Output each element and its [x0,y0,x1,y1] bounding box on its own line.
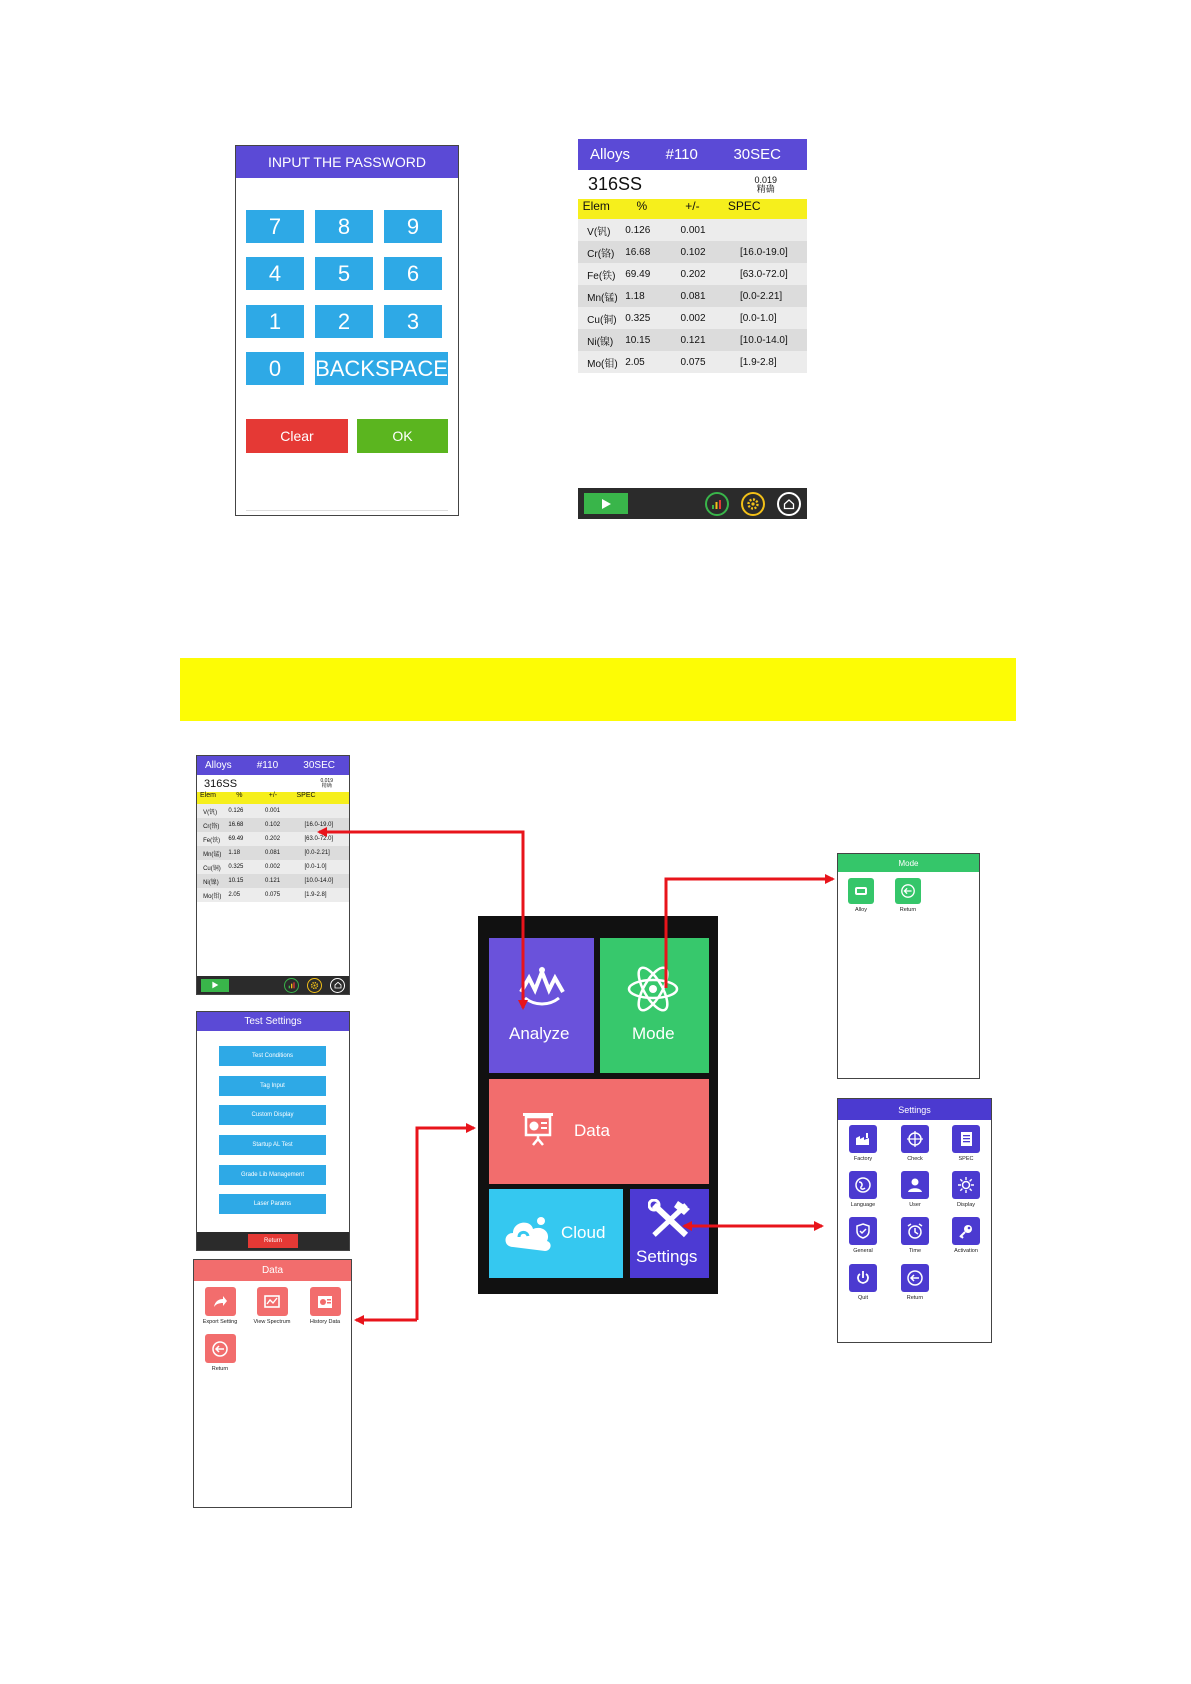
item-label: Display [956,1202,976,1208]
table-row [578,241,807,263]
column-header [578,199,807,219]
data-screen [193,1259,352,1508]
return-button[interactable]: Return [248,1234,298,1248]
spec: [0.0-1.0] [739,312,777,324]
error: 0.202 [265,836,281,842]
alloy-button[interactable] [846,878,876,913]
item-label: Return [899,907,917,913]
user-button[interactable] [899,1171,931,1208]
export-arrow-icon [205,1287,236,1316]
uncertainty [754,176,777,194]
time-button[interactable] [899,1217,931,1254]
settings-button[interactable] [741,492,765,516]
result-screen-thumbnail [196,755,350,995]
elem: Ni(镍) [203,879,219,886]
key-9[interactable]: 9 [384,210,442,243]
table-row [578,307,807,329]
ok-button[interactable]: OK [357,419,448,453]
table-row [197,804,349,818]
laser-params-button[interactable]: Laser Params [219,1194,326,1214]
col-spec: SPEC [296,792,316,799]
globe-icon [849,1171,877,1199]
spec: [63.0-72.0] [304,836,334,842]
percent: 0.325 [228,864,244,870]
elem: Cu(铜) [587,314,617,326]
percent: 1.18 [625,290,645,302]
key-4[interactable]: 4 [246,257,304,290]
col-spec: SPEC [727,199,761,213]
gear-icon [746,497,760,511]
key-0[interactable]: 0 [246,352,304,385]
brightness-icon [952,1171,980,1199]
item-label: Time [908,1248,922,1254]
item-label: User [909,1202,921,1208]
home-icon [334,981,342,989]
percent: 10.15 [228,878,244,884]
chart-icon [711,498,723,510]
return-button[interactable] [893,878,923,913]
elem: Fe(铁) [203,837,221,844]
data-tile[interactable] [489,1079,709,1184]
table-row [578,285,807,307]
settings-screen [837,1098,992,1343]
play-button[interactable] [584,493,628,514]
percent: 0.325 [625,312,651,324]
table-row [578,351,807,373]
settings-tile[interactable] [630,1189,709,1278]
user-icon [901,1171,929,1199]
elem: Mo(钼) [203,893,222,900]
percent: 69.49 [625,268,651,280]
percent: 10.15 [625,334,651,346]
uncertainty-label: 精确 [321,782,332,789]
cloud-tile[interactable] [489,1189,623,1278]
grade-row [578,170,807,199]
elem: Cu(铜) [203,865,221,872]
elem: V(钒) [587,226,611,238]
item-label: SPEC [958,1156,974,1162]
table-row [197,888,349,902]
item-label: History Data [309,1319,341,1325]
spec: [0.0-2.21] [739,290,783,302]
error: 0.075 [265,892,281,898]
error: 0.121 [680,334,706,346]
startup-test-button[interactable]: Startup AL Test [219,1135,326,1155]
display-button[interactable] [950,1171,982,1208]
atom-icon [626,964,680,1014]
factory-button[interactable] [847,1125,879,1162]
test-settings-screen [196,1011,350,1251]
percent: 16.68 [228,822,244,828]
result-header [197,756,349,775]
col-percent: % [636,199,648,213]
elem: Fe(铁) [587,270,616,282]
table-row [578,219,807,241]
test-conditions-button[interactable]: Test Conditions [219,1046,326,1066]
spec-button[interactable] [950,1125,982,1162]
bottom-bar [578,488,807,519]
error: 0.081 [265,850,281,856]
error: 0.202 [680,268,706,280]
mode-label: Alloys [590,146,631,163]
result-screen [578,139,807,519]
password-screen [235,145,459,516]
key-icon [952,1217,980,1245]
col-percent: % [236,792,243,799]
key-7[interactable]: 7 [246,210,304,243]
error: 0.002 [680,312,706,324]
table-row [197,874,349,888]
view-spectrum-button[interactable] [252,1287,292,1325]
col-error: +/- [685,199,700,213]
element-table [197,804,349,902]
settings-screen-title: Settings [838,1099,991,1120]
percent: 2.05 [228,892,241,898]
grade-name: 316SS [588,174,643,194]
item-label: Export Setting [202,1319,238,1325]
spec: [16.0-19.0] [739,246,788,258]
spec: [0.0-2.21] [304,850,330,856]
elem: Mn(锰) [203,851,222,858]
home-button[interactable] [777,492,801,516]
settings-label: Settings [636,1247,698,1266]
home-button[interactable] [330,978,345,993]
mode-label: Mode [632,1024,675,1043]
custom-display-button[interactable]: Custom Display [219,1105,326,1125]
elem: Cr(铬) [203,823,220,830]
cloud-label: Cloud [561,1223,606,1242]
elem: V(钒) [203,809,218,816]
percent: 69.49 [228,836,244,842]
mode-screen-title: Mode [838,854,979,872]
item-label: General [853,1248,873,1254]
mode-label: Alloys [205,760,232,771]
error: 0.075 [680,356,706,368]
mode-tile[interactable] [600,938,709,1073]
uncertainty [320,779,333,789]
error: 0.121 [265,878,281,884]
table-row [197,818,349,832]
clear-button[interactable]: Clear [246,419,348,453]
shield-icon [849,1217,877,1245]
grade-row [197,775,349,792]
main-menu [478,916,718,1294]
analyze-label: Analyze [509,1024,570,1043]
error: 0.001 [265,808,281,814]
spectrum-icon [257,1287,288,1316]
percent: 0.126 [228,808,244,814]
key-6[interactable]: 6 [384,257,442,290]
item-label: Activation [954,1248,978,1254]
return-icon [895,878,921,904]
settings-button[interactable] [307,978,322,993]
spec: [16.0-19.0] [304,822,334,828]
chart-button[interactable] [284,978,299,993]
elem: Ni(镍) [587,336,614,348]
return-button[interactable] [200,1334,240,1372]
key-5[interactable]: 5 [315,257,373,290]
item-label: Language [850,1202,876,1208]
mode-screen [837,853,980,1079]
item-label: Return [906,1295,924,1301]
elem: Mn(锰) [587,292,618,304]
item-label: Quit [857,1295,869,1301]
home-icon [783,498,795,510]
table-row [197,832,349,846]
crosshair-icon [901,1125,929,1153]
tag-input-button[interactable]: Tag Input [219,1076,326,1096]
divider [246,510,448,511]
password-title: INPUT THE PASSWORD [236,146,458,178]
chart-button[interactable] [705,492,729,516]
general-button[interactable] [847,1217,879,1254]
play-icon [600,498,612,510]
uncertainty-value: 0.019 [320,777,333,784]
check-button[interactable] [899,1125,931,1162]
col-elem: Elem [582,199,610,213]
return-icon [901,1264,929,1292]
alloy-icon [848,878,874,904]
column-header [197,792,349,804]
data-label: Data [574,1121,610,1140]
analyze-icon [515,962,569,1014]
spec: [0.0-1.0] [304,864,327,870]
test-settings-title: Test Settings [197,1012,349,1031]
col-elem: Elem [200,792,216,799]
error: 0.002 [265,864,281,870]
table-row [197,846,349,860]
activation-button[interactable] [950,1217,982,1254]
cloud-icon [501,1211,557,1255]
data-screen-title: Data [194,1260,351,1281]
test-number: #110 [256,760,279,771]
key-1[interactable]: 1 [246,305,304,338]
return-icon [205,1334,236,1363]
language-button[interactable] [847,1171,879,1208]
spec: [63.0-72.0] [739,268,788,280]
analyze-tile[interactable] [489,938,594,1073]
backspace-key[interactable]: BACKSPACE [315,352,448,385]
chart-icon [288,981,296,989]
uncertainty-label: 精确 [756,183,775,194]
item-label: Return [211,1366,229,1372]
table-row [578,329,807,351]
power-icon [849,1264,877,1292]
play-button[interactable] [201,979,229,992]
error: 0.081 [680,290,706,302]
key-2[interactable]: 2 [315,305,373,338]
spec: [1.9-2.8] [304,892,327,898]
gear-icon [310,981,319,990]
document-icon [952,1125,980,1153]
export-setting-button[interactable] [200,1287,240,1325]
item-label: View Spectrum [253,1319,291,1325]
spec: [1.9-2.8] [739,356,777,368]
test-time: 30SEC [303,760,335,771]
item-label: Alloy [855,907,867,913]
arrow-to-data-tile [417,1128,474,1320]
test-number: #110 [665,146,698,163]
percent: 16.68 [625,246,651,258]
error: 0.102 [265,822,281,828]
error: 0.102 [680,246,706,258]
grade-lib-button[interactable]: Grade Lib Management [219,1165,326,1185]
table-row [578,263,807,285]
history-data-icon [310,1287,341,1316]
percent: 1.18 [228,850,241,856]
history-data-button[interactable] [305,1287,345,1325]
play-icon [211,981,219,989]
test-time: 30SEC [733,146,781,163]
return-button[interactable] [899,1264,931,1301]
element-table [578,219,807,369]
col-error: +/- [268,792,278,799]
key-8[interactable]: 8 [315,210,373,243]
table-row [197,860,349,874]
elem: Mo(钼) [587,358,618,370]
percent: 0.126 [625,224,651,236]
quit-button[interactable] [847,1264,879,1301]
alarm-clock-icon [901,1217,929,1245]
highlight-banner [180,658,1016,721]
item-label: Factory [853,1156,873,1162]
spec: [10.0-14.0] [304,878,334,884]
elem: Cr(铬) [587,248,615,260]
item-label: Check [907,1156,923,1162]
percent: 2.05 [625,356,645,368]
key-3[interactable]: 3 [384,305,442,338]
grade-name: 316SS [204,777,238,790]
spec: [10.0-14.0] [739,334,788,346]
result-header [578,139,807,170]
tools-icon [648,1199,692,1241]
factory-icon [849,1125,877,1153]
uncertainty-value: 0.019 [754,174,777,185]
presentation-icon [521,1111,555,1147]
error: 0.001 [680,224,706,236]
bottom-bar [197,976,349,994]
